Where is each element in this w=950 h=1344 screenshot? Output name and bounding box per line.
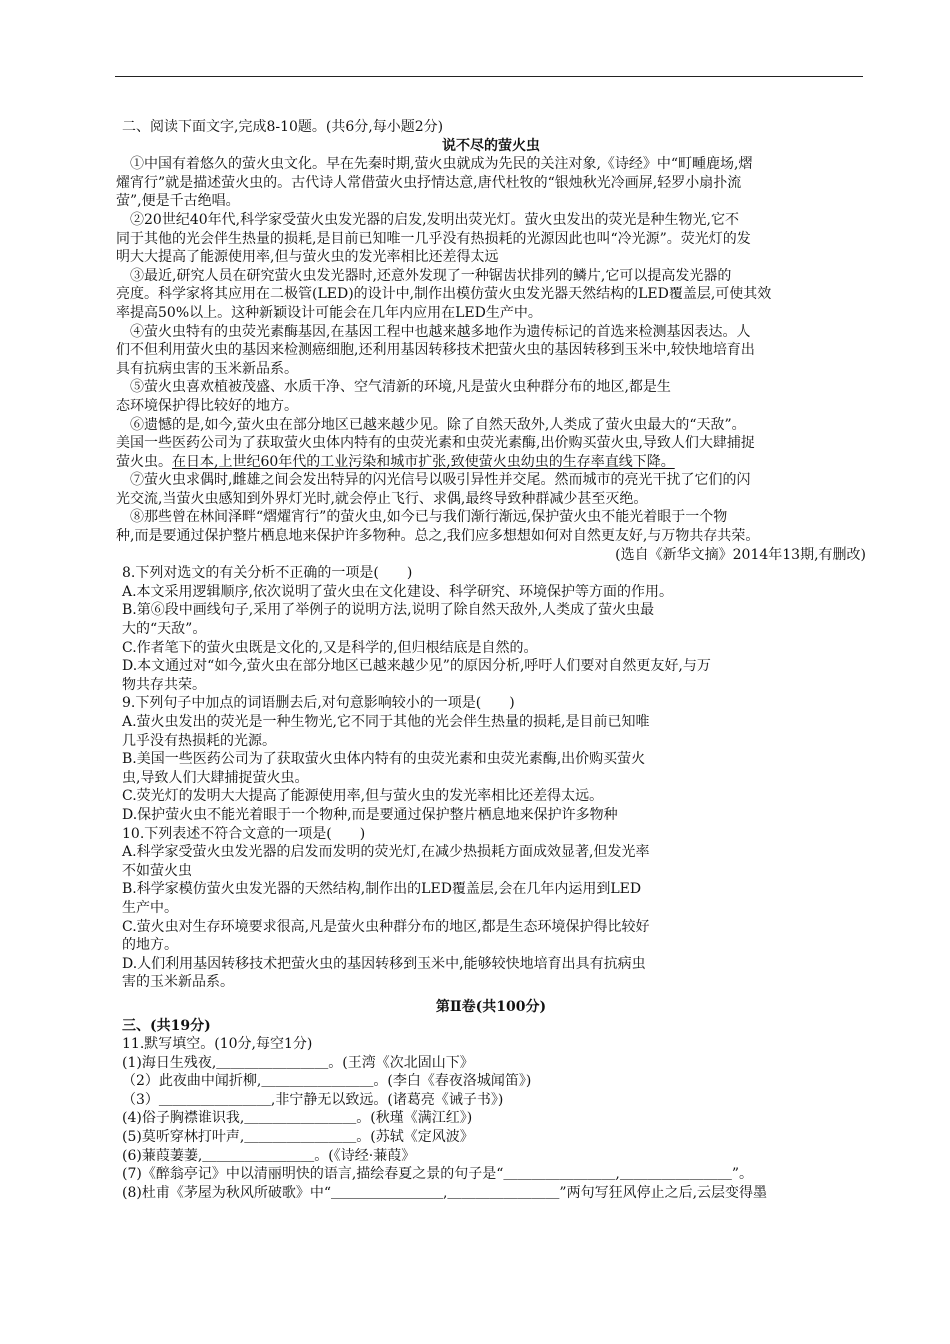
para-line: ⑥遗憾的是,如今,萤火虫在部分地区已越来越少见。除了自然天敌外,人类成了萤火虫最大的“天敌”。 bbox=[130, 416, 746, 433]
question-line: A.萤火虫发出的荧光是一种生物光,它不同于其他的光会伴生热量的损耗,是目前已知唯 bbox=[122, 714, 650, 730]
para-line-with-underline bbox=[116, 453, 866, 472]
fill-blank-item: (5)莫听穿林打叶声,＿＿＿＿＿＿＿＿。(苏轼《定风波》 bbox=[122, 1129, 474, 1146]
fill-blank-item: （2）此夜曲中闻折柳,＿＿＿＿＿＿＿＿。(李白《春夜洛城闻笛》) bbox=[122, 1073, 532, 1090]
question-line: B.美国一些医药公司为了获取萤火虫体内特有的虫荧光素和虫荧光素酶,出价购买萤火 bbox=[122, 751, 646, 768]
article-title: 说不尽的萤火虫 bbox=[442, 137, 540, 154]
para-line: ①中国有着悠久的萤火虫文化。早在先秦时期,萤火虫就成为先民的关注对象,《诗经》中“町畽鹿场,熠 bbox=[130, 156, 753, 173]
question-line: D.保护萤火虫不能光着眼于一个物种,而是要通过保护整片栖息地来保护许多物种 bbox=[122, 806, 618, 823]
fill-blank-item: （3）＿＿＿＿＿＿＿＿,非宁静无以致远。(诸葛亮《诫子书》) bbox=[122, 1091, 504, 1108]
question-line: 不如萤火虫 bbox=[122, 862, 192, 879]
para-line: 们不但利用萤火虫的基因来检测癌细胞,还利用基因转移技术把萤火虫的基因转移到玉米中,较快地培育出 bbox=[116, 342, 755, 359]
para-line: 亮度。科学家将其应用在二极管(LED)的设计中,制作出模仿萤火虫发光器天然结构的LED覆盖层,可使其效 bbox=[116, 286, 772, 303]
para-line: ②20世纪40年代,科学家受萤火虫发光器的启发,发明出荧光灯。萤火虫发出的荧光是种生物光,它不 bbox=[130, 211, 739, 228]
para-line: 具有抗病虫害的玉米新品系。 bbox=[116, 360, 298, 377]
question-line: 害的玉米新品系。 bbox=[122, 974, 234, 991]
para-line: 同于其他的光会伴生热量的损耗,是目前已知唯一几乎没有热损耗的光源因此也叫“冷光源”。荧光灯的发 bbox=[116, 230, 751, 247]
part2-title: 第Ⅱ卷(共100分) bbox=[435, 998, 547, 1015]
para-line: 美国一些医药公司为了获取萤火虫体内特有的虫荧光素和虫荧光素酶,出价购买萤火虫,导致人们大肆捕捉 bbox=[116, 435, 755, 452]
fill-blank-item: (1)海日生残夜,＿＿＿＿＿＿＿＿。(王湾《次北固山下》 bbox=[122, 1054, 474, 1071]
fill-blank-item: (6)蒹葭萋萋,＿＿＿＿＿＿＿＿。(《诗经·蒹葭》 bbox=[122, 1147, 416, 1164]
question-line: C.萤火虫对生存环境要求很高,凡是萤火虫种群分布的地区,都是生态环境保护得比较好 bbox=[122, 918, 650, 935]
para-line: 种,而是要通过保护整片栖息地来保护许多物种。总之,我们应多想想如何对自然更友好,与万物共存共荣。 bbox=[116, 528, 760, 545]
para-line: ④萤火虫特有的虫荧光素酶基因,在基因工程中也越来越多地作为遗传标记的首选来检测基因表达。人 bbox=[130, 323, 751, 340]
question-line: 生产中。 bbox=[122, 899, 178, 916]
question-line: A.本文采用逻辑顺序,依次说明了萤火虫在文化建设、科学研究、环境保护等方面的作用。 bbox=[122, 583, 674, 600]
question-line: 虫,导致人们大肆捕捉萤火虫。 bbox=[122, 769, 309, 786]
para-line: 萤”,便是千古绝唱。 bbox=[116, 193, 240, 210]
question-line: A.科学家受萤火虫发光器的启发而发明的荧光灯,在减少热损耗方面成效显著,但发光率 bbox=[122, 844, 650, 861]
section3-heading: 三、(共19分) bbox=[122, 1017, 211, 1034]
para-line: 态环境保护得比较好的地方。 bbox=[116, 397, 298, 414]
underlined-sentence: 在日本,上世纪60年代的工业污染和城市扩张,致使萤火虫幼虫的生存率直线下降。 bbox=[172, 453, 675, 470]
section2-heading: 二、阅读下面文字,完成8-10题。(共6分,每小题2分) bbox=[122, 119, 444, 135]
q11-heading: 11.默写填空。(10分,每空1分) bbox=[122, 1036, 313, 1053]
fill-blank-item: (7)《醉翁亭记》中以清丽明快的语言,描绘春夏之景的句子是“＿＿＿＿＿＿＿＿,＿＿＿＿＿＿＿＿”。 bbox=[122, 1166, 754, 1183]
question-line: 几乎没有热损耗的光源。 bbox=[122, 732, 276, 749]
question-line: 大的“天敌”。 bbox=[122, 621, 207, 638]
question-line: C.作者笔下的萤火虫既是文化的,又是科学的,但归根结底是自然的。 bbox=[122, 639, 538, 656]
question-line: D.本文通过对“如今,萤火虫在部分地区已越来越少见”的原因分析,呼吁人们要对自然更友好,与万 bbox=[122, 658, 711, 675]
para-line: 明大大提高了能源使用率,但与萤火虫的发光率相比还差得太远 bbox=[116, 249, 499, 266]
question-line: 物共存共荣。 bbox=[122, 676, 206, 693]
question-line: 9.下列句子中加点的词语删去后,对句意影响较小的一项是( ) bbox=[122, 695, 515, 712]
para-line: 燿宵行”就是描述萤火虫的。古代诗人常借萤火虫抒情达意,唐代杜牧的“银烛秋光冷画屏,轻罗小扇扑流 bbox=[116, 174, 742, 191]
question-line: 8.下列对选文的有关分析不正确的一项是( ) bbox=[122, 565, 413, 582]
question-line: 的地方。 bbox=[122, 937, 178, 954]
para-line: ⑤萤火虫喜欢植被茂盛、水质干净、空气清新的环境,凡是萤火虫种群分布的地区,都是生 bbox=[130, 379, 671, 396]
para-line: ③最近,研究人员在研究萤火虫发光器时,还意外发现了一种锯齿状排列的鳞片,它可以提高发光器的 bbox=[130, 267, 732, 284]
para-line: 光交流,当萤火虫感知到外界灯光时,就会停止飞行、求偶,最终导致种群减少甚至灭绝。 bbox=[116, 490, 648, 507]
question-line: 10.下列表述不符合文意的一项是( ) bbox=[122, 825, 366, 842]
top-rule bbox=[115, 76, 863, 77]
question-line: B.科学家模仿萤火虫发光器的天然结构,制作出的LED覆盖层,会在几年内运用到LED bbox=[122, 881, 642, 898]
source-note: (选自《新华文摘》2014年13期,有删改) bbox=[615, 546, 866, 563]
fill-blank-item: (8)杜甫《茅屋为秋风所破歌》中“＿＿＿＿＿＿＿＿,＿＿＿＿＿＿＿＿”两句写狂风停止之后,云层变得墨 bbox=[122, 1184, 768, 1201]
para-line: 率提高50%以上。这种新颖设计可能会在几年内应用在LED生产中。 bbox=[116, 304, 542, 321]
para-text: 萤火虫。 bbox=[116, 453, 172, 470]
fill-blank-item: (4)俗子胸襟谁识我,＿＿＿＿＿＿＿＿。(秋瑾《满江红》) bbox=[122, 1110, 473, 1127]
question-line: C.荧光灯的发明大大提高了能源使用率,但与萤火虫的发光率相比还差得太远。 bbox=[122, 788, 604, 805]
para-line: ⑦萤火虫求偶时,雌雄之间会发出特异的闪光信号以吸引异性并交尾。然而城市的亮光干扰了它们的闪 bbox=[130, 472, 751, 489]
question-line: D.人们利用基因转移技术把萤火虫的基因转移到玉米中,能够较快地培育出具有抗病虫 bbox=[122, 955, 646, 972]
question-line: B.第⑥段中画线句子,采用了举例子的说明方法,说明了除自然天敌外,人类成了萤火虫最 bbox=[122, 602, 655, 619]
para-line: ⑧那些曾在林间泽畔“熠燿宵行”的萤火虫,如今已与我们渐行渐远,保护萤火虫不能光着眼于一个物 bbox=[130, 509, 728, 526]
page-content bbox=[116, 118, 866, 1202]
